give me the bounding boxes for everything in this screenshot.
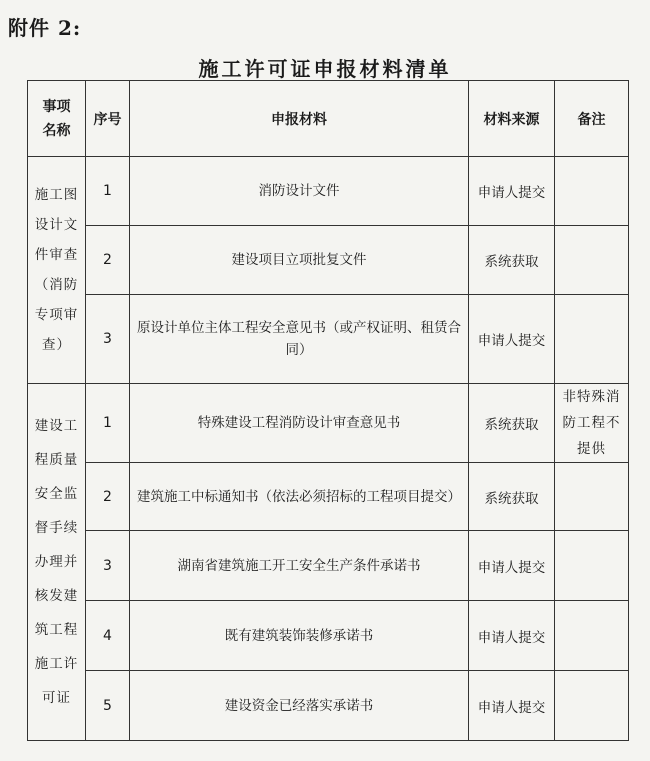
- source-cell: 系统获取: [469, 226, 555, 295]
- material-cell: 特殊建设工程消防设计审查意见书: [130, 384, 469, 463]
- table-row: [28, 463, 629, 531]
- source-cell: 系统获取: [469, 463, 555, 531]
- category-cell: 施工图设计文件审查（消防专项审查）: [28, 157, 86, 384]
- materials-table: [27, 80, 629, 741]
- table-row: [28, 671, 629, 741]
- table-row: [28, 295, 629, 384]
- table-row: [28, 531, 629, 601]
- seq-cell: 3: [86, 531, 130, 601]
- seq-cell: 4: [86, 601, 130, 671]
- attachment-label: 附件 2:: [8, 16, 82, 40]
- header-source: 材料来源: [469, 81, 555, 157]
- note-cell: [555, 295, 629, 384]
- note-cell: [555, 531, 629, 601]
- document-title: 施工许可证申报材料清单: [198, 57, 452, 81]
- table-row: [28, 226, 629, 295]
- table-row: [28, 157, 629, 226]
- source-cell: 申请人提交: [469, 671, 555, 741]
- seq-cell: 3: [86, 295, 130, 384]
- material-cell: 原设计单位主体工程安全意见书（或产权证明、租赁合同）: [130, 295, 469, 384]
- source-cell: 申请人提交: [469, 295, 555, 384]
- seq-cell: 5: [86, 671, 130, 741]
- source-cell: 系统获取: [469, 384, 555, 463]
- seq-cell: 1: [86, 384, 130, 463]
- note-cell: [555, 463, 629, 531]
- header-note: 备注: [555, 81, 629, 157]
- note-cell: [555, 601, 629, 671]
- material-cell: 消防设计文件: [130, 157, 469, 226]
- material-cell: 建设资金已经落实承诺书: [130, 671, 469, 741]
- material-cell: 既有建筑装饰装修承诺书: [130, 601, 469, 671]
- material-cell: 建设项目立项批复文件: [130, 226, 469, 295]
- category-cell: 建设工程质量安全监督手续办理并核发建筑工程施工许可证: [28, 384, 86, 741]
- material-cell: 建筑施工中标通知书（依法必须招标的工程项目提交）: [130, 463, 469, 531]
- header-seq: 序号: [86, 81, 130, 157]
- note-cell: [555, 671, 629, 741]
- note-cell: 非特殊消防工程不提供: [555, 384, 629, 463]
- table-row: [28, 601, 629, 671]
- seq-cell: 2: [86, 463, 130, 531]
- header-material: 申报材料: [130, 81, 469, 157]
- table-row: [28, 384, 629, 463]
- source-cell: 申请人提交: [469, 531, 555, 601]
- material-cell: 湖南省建筑施工开工安全生产条件承诺书: [130, 531, 469, 601]
- seq-cell: 2: [86, 226, 130, 295]
- note-cell: [555, 226, 629, 295]
- source-cell: 申请人提交: [469, 601, 555, 671]
- header-category: 事项名称: [28, 81, 86, 157]
- table-header-row: [28, 81, 629, 157]
- note-cell: [555, 157, 629, 226]
- source-cell: 申请人提交: [469, 157, 555, 226]
- seq-cell: 1: [86, 157, 130, 226]
